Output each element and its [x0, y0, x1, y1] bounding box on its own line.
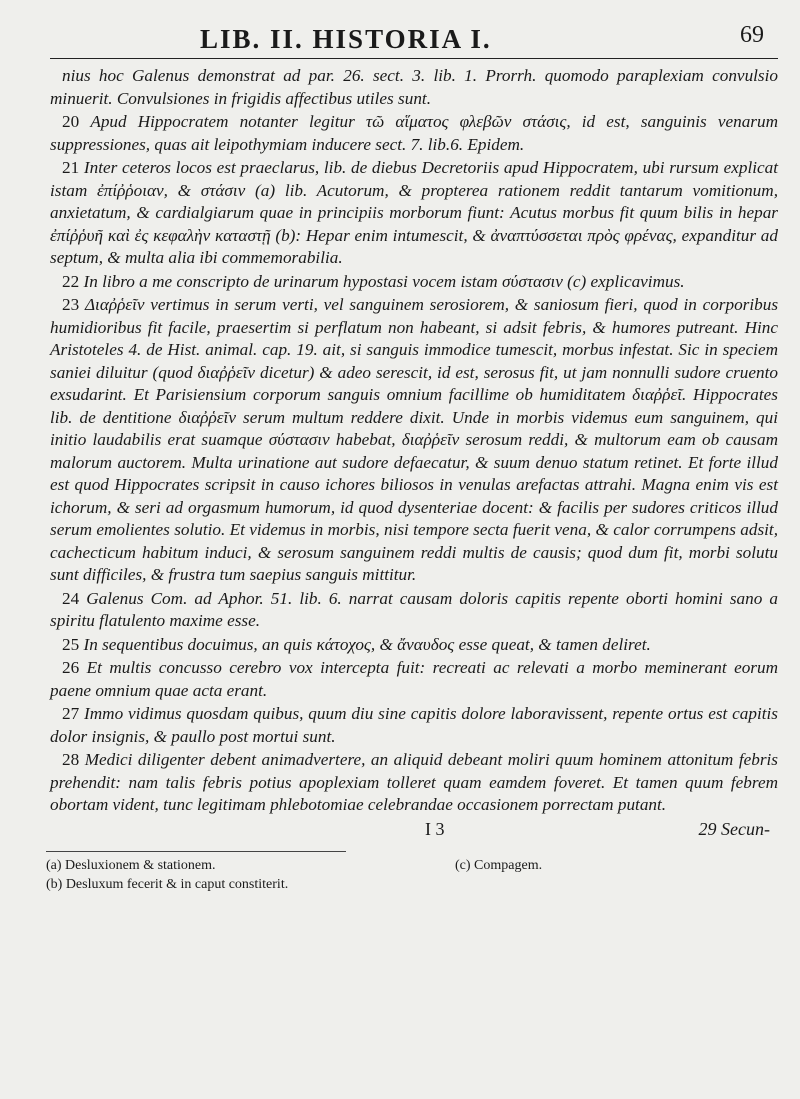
footnote-c: (c) Compagem.: [455, 857, 543, 873]
footnote-b: (b) Desluxum fecerit & in caput constiterit.: [46, 876, 289, 892]
paragraph-25: 25 In sequentibus docuimus, an quis κάτοχος, & ἄναυδος esse queat, & tamen deliret.: [62, 634, 651, 654]
page-number: 69: [740, 22, 764, 48]
paragraph-23: 23 Διαῤῥεῖν vertimus in serum verti, vel sanguinem serosiorem, & saniosum fieri, quod in corporibus humidioribus fit facile, praesertim si perflatum non habeant, si adsit febris, & humores putreant. Hinc Aristoteles 4. de Hist. animal. cap. 19. ait, si sanguis immodice tumescit, morbus infestat. Sic in speciem saniei diluitur (quod διαῤῥεῖν dicetur) & adeo serescit, id est, serosus fit, ut jam nonnulli sudore cruento exsudarint. Et Parisiensium corporum sanguis omnium facillime ob humiditatem διαῤῥεῖ. Hippocrates lib. de dentitione διαῤῥεῖν serum multum reddere dixit. Unde in morbis videmus eum sanguinem, qui initio laudabilis erat suamque σύστασιν habebat, διαῤῥεῖν serosum reddi, & multorum eam ob causam malorum auctorem. Multa urinatione aut sudore defaecatur, & suum denuo statum retinet. Et forte illud est quod Hippocrates scripsit in causo ichores biliosos in venulas arefactas attrahi. Magna enim vis est ichorum, & seri ad orgasmum humorum, id quod dysenteriae docent: & facilis per sudores criticos illud serum emolientes solutio. Et videmus in morbis, nisi tempore secta fuerit vena, & calor corrumpens adsit, cachecticum habitum induci, & serosum sanguinem reddi multis de causis; quod dum fit, morbi solutu sunt difficiles, & frustra tum saepius sanguis mittitur.: [50, 295, 779, 584]
page-foot: [50, 819, 778, 845]
paragraph-26: 26 Et multis concusso cerebro vox intercepta fuit: recreati ac relevati a morbo meminerant eorum paene omnium quae acta erant.: [50, 658, 778, 700]
paragraph-22: 22 In libro a me conscripto de urinarum hypostasi vocem istam σύστασιν (c) explicavimus.: [62, 271, 685, 291]
paragraph: nius hoc Galenus demonstrat ad par. 26. sect. 3. lib. 1. Prorrh. quomodo paraplexiam convulsio minuerit. Convulsiones in frigidis affectibus utiles sunt.: [50, 66, 778, 108]
signature-mark: I 3: [425, 818, 445, 839]
main-text: [50, 65, 778, 817]
paragraph-20: 20 Apud Hippocratem notanter legitur τῶ αἵματος φλεβῶν στάσις, id est, sanguinis venarum suppressiones, quas ait leipothymiam inducere sect. 7. lib.6. Epidem.: [50, 112, 778, 154]
paragraph-24: 24 Galenus Com. ad Aphor. 51. lib. 6. narrat causam doloris capitis repente oborti homini sano a spiritu flatulento maxime esse.: [50, 588, 778, 630]
running-header: [50, 20, 778, 59]
paragraph-28: 28 Medici diligenter debent animadvertere, an aliquid debeant moliri quum hominem attonitum febris prehendit: nam talis febris potius apoplexiam tolleret quam eamdem foveret. Et tamen quum febrem obortam vident, tunc legitimam phlebotomiae celebrandae occasionem porrectam putant.: [50, 750, 778, 814]
footnote-rule: [46, 851, 346, 852]
running-title: LIB. II. HISTORIA I.: [200, 24, 492, 54]
footnote-a: (a) Desluxionem & stationem.: [46, 857, 216, 873]
catchword: 29 Secun-: [698, 818, 770, 839]
paragraph-21: 21 Inter ceteros locos est praeclarus, lib. de diebus Decretoriis apud Hippocratem, ubi rursum explicat istam ἐπίῤῥοιαν, & στάσιν (a) lib. Acutorum, & propterea rationem reddit tantarum vomitionum, anxietatum, & cardialgiarum quae in principiis morborum fiunt: Acutus morbus fit quum bilis in hepar ἐπίῤῥυῆ καὶ ἐς κεφαλὴν καταστῇ (b): Hepar enim intumescit, & ἀναπτύσσεται πρὸς φρένας, expanditur ad septum, & multa alia ibi commemorabilia.: [50, 158, 778, 267]
paragraph-27: 27 Immo vidimus quosdam quibus, quum diu sine capitis dolore laboravissent, repente ortus est capitis dolor insignis, & paullo post mortui sunt.: [50, 704, 778, 746]
